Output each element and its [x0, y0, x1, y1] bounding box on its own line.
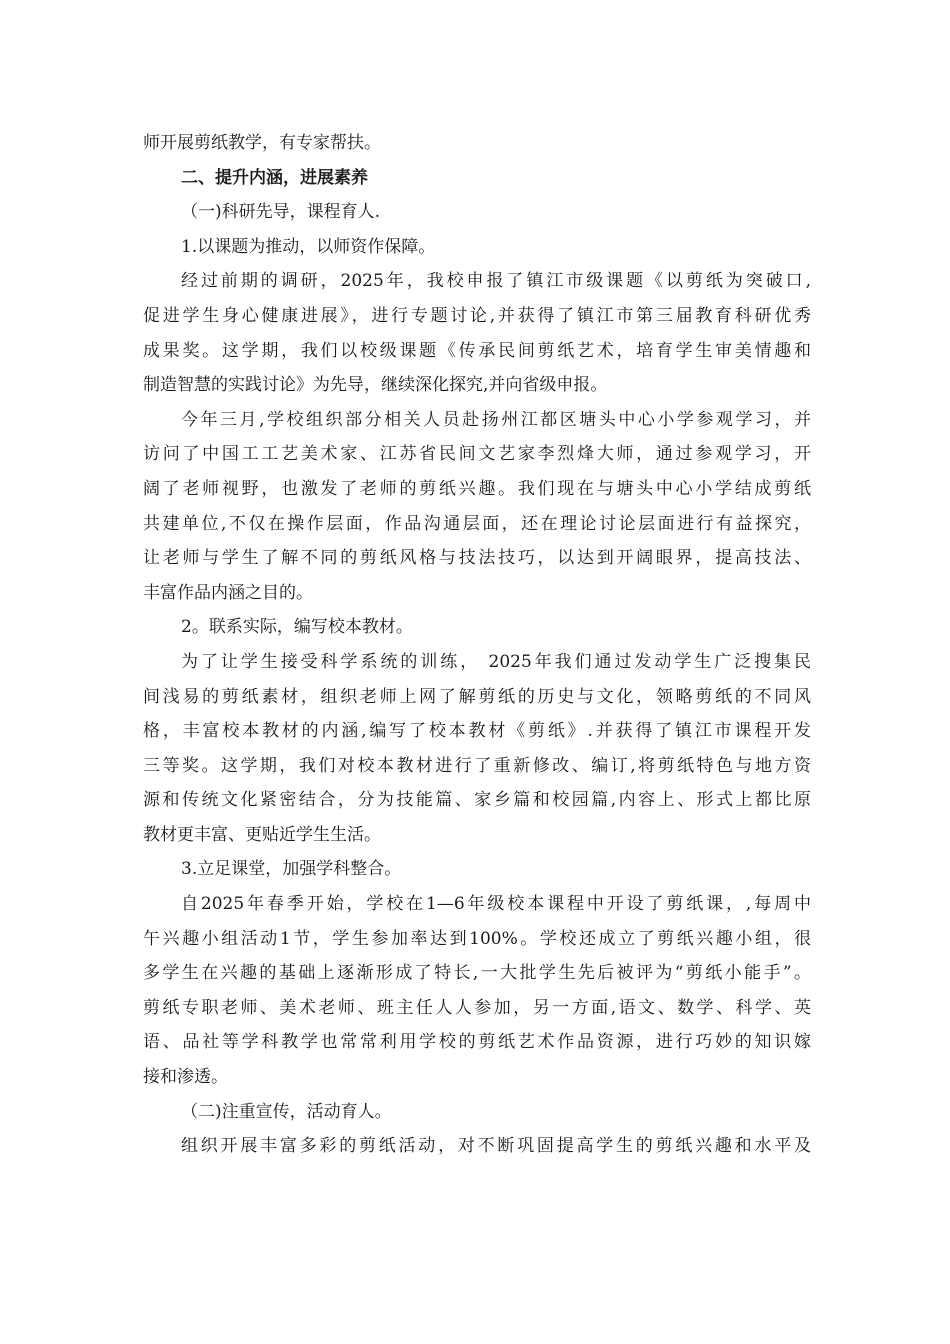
text-line: 1.以课题为推动，以师资作保障。	[181, 236, 436, 257]
text-line: 午兴趣小组活动1节，学生参加率达到100%。学校还成立了剪纸兴趣小组，很	[143, 928, 811, 949]
text-line: 成果奖。这学期，我们以校级课题《传承民间剪纸艺术，培育学生审美情趣和	[143, 340, 811, 361]
body-text	[143, 126, 811, 1164]
text-line: 访问了中国工工艺美术家、江苏省民间文艺家李烈烽大师，通过参观学习，开	[143, 444, 811, 465]
text-line: （二)注重宣传，活动育人。	[181, 1101, 392, 1122]
text-line: 促进学生身心健康进展》，进行专题讨论,并获得了镇江市第三届教育科研优秀	[143, 305, 811, 326]
text-line: 源和传统文化紧密结合，分为技能篇、家乡篇和校园篇,内容上、形式上都比原	[143, 790, 811, 811]
text-line: 制造智慧的实践讨论》为先导，继续深化探究,并向省级申报。	[143, 375, 608, 396]
text-line: 组织开展丰富多彩的剪纸活动，对不断巩固提高学生的剪纸兴趣和水平及	[181, 1136, 811, 1157]
text-line: 今年三月,学校组织部分相关人员赴扬州江都区塘头中心小学参观学习，并	[181, 409, 811, 430]
text-line: 共建单位,不仅在操作层面，作品沟通层面，还在理论讨论层面进行有益探究，	[143, 513, 811, 534]
text-line: 格，丰富校本教材的内涵,编写了校本教材《剪纸》.并获得了镇江市课程开发	[143, 721, 811, 742]
text-line: 教材更丰富、更贴近学生生活。	[143, 824, 381, 845]
section-heading: 二、提升内涵，进展素养	[181, 167, 368, 188]
text-line: 丰富作品内涵之目的。	[143, 582, 313, 603]
text-line: 师开展剪纸教学，有专家帮扶。	[143, 133, 381, 153]
text-line: 让老师与学生了解不同的剪纸风格与技法技巧，以达到开阔眼界，提高技法、	[143, 548, 811, 569]
text-line: 间浅易的剪纸素材，组织老师上网了解剪纸的历史与文化，领略剪纸的不同风	[143, 686, 811, 707]
text-line: （一)科研先导，课程育人.	[181, 202, 381, 223]
text-line: 多学生在兴趣的基础上逐渐形成了特长,一大批学生先后被评为“剪纸小能手”。	[143, 963, 811, 984]
text-line: 2。联系实际，编写校本教材。	[181, 617, 413, 638]
text-line: 语、品社等学科教学也常常利用学校的剪纸艺术作品资源，进行巧妙的知识嫁	[143, 1032, 811, 1053]
text-line: 阔了老师视野，也激发了老师的剪纸兴趣。我们现在与塘头中心小学结成剪纸	[143, 478, 811, 499]
text-line: 自2025年春季开始，学校在1—6年级校本课程中开设了剪纸课，,每周中	[181, 894, 811, 915]
text-line: 为了让学生接受科学系统的训练， 2025年我们通过发动学生广泛搜集民	[181, 651, 811, 672]
text-line: 三等奖。这学期，我们对校本教材进行了重新修改、编订,将剪纸特色与地方资	[143, 755, 811, 776]
text-line: 剪纸专职老师、美术老师、班主任人人参加，另一方面,语文、数学、科学、英	[143, 997, 811, 1018]
text-line: 接和渗透。	[143, 1067, 228, 1088]
text-line: 3.立足课堂，加强学科整合。	[181, 859, 402, 880]
text-line: 经过前期的调研，2025年，我校申报了镇江市级课题《以剪纸为突破口,	[181, 271, 811, 292]
